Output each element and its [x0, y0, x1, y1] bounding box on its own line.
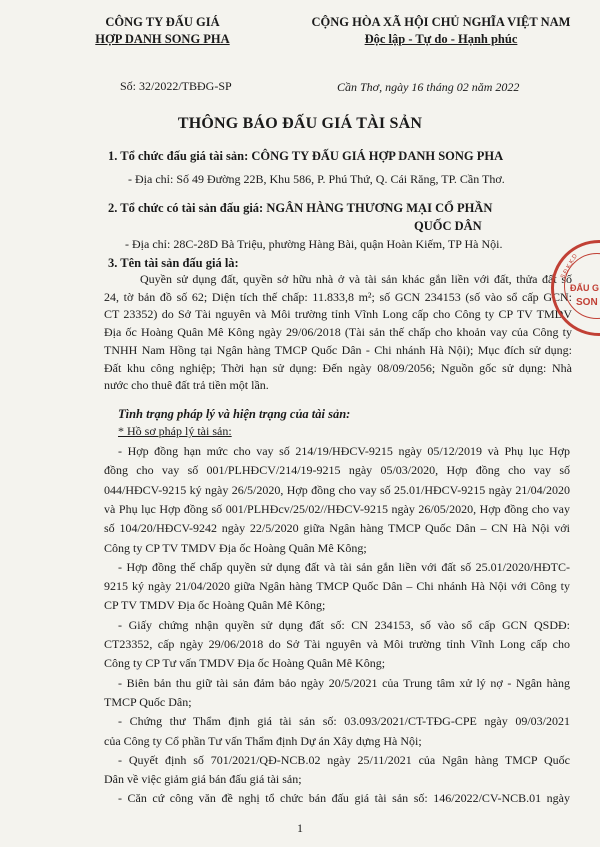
- legal-line: số 104/20/HĐCV-9242 ngày 22/5/2020 giữa Ngân hàng TMCP Quốc Dân – CN Hà Nội với: [104, 521, 570, 536]
- legal-line: CT23352, cấp ngày 29/06/2018 do Sở Tài nguyên và Môi trường tỉnh Vĩnh Long cấp cho: [104, 637, 570, 651]
- section-2-address: - Địa chỉ: 28C-28D Bà Triệu, phường Hàng Bài, quận Hoàn Kiếm, TP Hà Nội.: [125, 237, 503, 251]
- legal-line: - Hợp đồng thế chấp quyền sử dụng đất và tài sản gắn liền với đất số 25.01/2020/HĐTC-: [118, 559, 570, 574]
- document-number: Số: 32/2022/TBĐG-SP: [120, 79, 232, 93]
- legal-line: Công ty CP Tư vấn TMDV Địa ốc Hoàng Quân Mê Kông;: [104, 656, 386, 671]
- country-name: CỘNG HÒA XÃ HỘI CHỦ NGHĨA VIỆT NAM: [311, 15, 571, 29]
- legal-line: 044/HĐCV-9215 ký ngày 26/5/2020, Hợp đồng cho vay số 25.01/HĐCV-9215 ngày 21/04/2020: [104, 482, 570, 497]
- asset-line: 24, tờ bản đồ số 62; Diện tích thế chấp: 11.833,8 m²; số GCN 234153 (số vào sổ cấp GCN:: [104, 290, 572, 304]
- asset-line: TNHH Nam Hồng tại Ngân hàng TMCP Quốc Dân - Chi nhánh Hà Nội); Mục đích sử dụng:: [104, 343, 572, 357]
- legal-line: - Biên bản thu giữ tài sản đảm bảo ngày 20/5/2021 của Trung tâm xử lý nợ - Ngân hàng: [118, 675, 570, 690]
- seal-ring-text: S.Đ.K.K.D: [560, 253, 579, 280]
- legal-line: CP TV TMDV Địa ốc Hoàng Quân Mê Kông;: [104, 598, 326, 613]
- section-1-heading: 1. Tổ chức đấu giá tài sản: CÔNG TY ĐẤU GIÁ HỢP DANH SONG PHA: [108, 149, 504, 163]
- page-number: 1: [297, 821, 303, 835]
- org-name-line1: CÔNG TY ĐẤU GIÁ: [105, 15, 220, 29]
- legal-line: - Căn cứ công văn đề nghị tổ chức bán đấu giá tài sản số: 146/2022/CV-NCB.01 ngày: [118, 791, 570, 806]
- asset-line: nước cho thuê đất trả tiền một lần.: [104, 378, 269, 392]
- legal-line: và Phụ lục Hợp đồng số 001/PLHĐcv/25/02//HĐCV-9215 ngày 26/05/2020, Hợp đồng cho vay: [104, 501, 570, 516]
- country-header: [296, 14, 586, 48]
- legal-line: Công ty CP TV TMDV Địa ốc Hoàng Quân Mê Kông;: [104, 540, 367, 555]
- legal-line: Dân về việc giảm giá bán đấu giá tài sản;: [104, 772, 302, 787]
- asset-line: CT 23352) do Sở Tài nguyên và Môi trường tỉnh Vĩnh Long cấp cho Công ty CP TV TMDV: [104, 307, 572, 321]
- legal-line: của Công ty Cổ phần Tư vấn Thẩm định Dự án Xây dựng Hà Nội;: [104, 733, 422, 748]
- asset-line: Đất khu công nghiệp; Thời hạn sử dụng: Đến ngày 08/09/2056; Nguồn gốc sử dụng: Nhà: [104, 361, 572, 375]
- legal-line: 9215 ký ngày 21/04/2020 giữa Ngân hàng TMCP Quốc Dân – Chi nhánh Hà Nội với Công ty: [104, 579, 570, 594]
- legal-line: đồng cho vay số 001/PLHĐCV/214/19-9215 ngày 05/03/2020, Hợp đồng cho vay số: [104, 463, 570, 478]
- section-1-address: - Địa chỉ: Số 49 Đường 22B, Khu 586, P. Phú Thứ, Q. Cái Răng, TP. Cần Thơ.: [128, 172, 505, 186]
- legal-line: - Hợp đồng hạn mức cho vay số 214/19/HĐCV-9215 ngày 05/12/2019 và Phụ lục Hợp: [118, 444, 570, 458]
- section-3-heading: 3. Tên tài sản đấu giá là:: [108, 256, 239, 270]
- section-2-heading-line1: 2. Tổ chức có tài sản đấu giá: NGÂN HÀNG THƯƠNG MẠI CỔ PHẦN: [108, 201, 493, 215]
- document-title: THÔNG BÁO ĐẤU GIÁ TÀI SẢN: [177, 115, 423, 132]
- asset-line: Quyền sử dụng đất, quyền sở hữu nhà ở và tài sản khác gắn liền với đất, thửa đất số: [140, 272, 572, 286]
- asset-line: Địa ốc Hoàng Quân Mê Kông ngày 29/06/2018 (Tài sản thế chấp cho khoản vay của Công ty: [104, 325, 572, 339]
- legal-line: - Giấy chứng nhận quyền sử dụng đất số: CN 234153, số vào sổ cấp GCN QSDĐ:: [118, 617, 570, 632]
- country-motto: Độc lập - Tự do - Hạnh phúc: [364, 32, 518, 46]
- seal-text-middle: ĐẤU G: [570, 283, 599, 293]
- org-name-line2: HỢP DANH SONG PHA: [95, 32, 230, 46]
- legal-status-heading: Tình trạng pháp lý và hiện trạng của tài sản:: [118, 407, 351, 421]
- legal-line: - Chứng thư Thẩm định giá tài sản số: 03.093/2021/CT-TĐG-CPE ngày 09/03/2021: [118, 714, 570, 729]
- legal-documents-subheading: * Hồ sơ pháp lý tài sản:: [118, 424, 232, 438]
- section-2-heading-line2: QUỐC DÂN: [414, 219, 482, 233]
- seal-text: SON: [576, 297, 598, 308]
- org-header: [95, 14, 230, 48]
- legal-line: - Quyết định số 701/2021/QĐ-NCB.02 ngày 25/11/2021 của Ngân hàng TMCP Quốc: [118, 752, 570, 767]
- legal-line: TMCP Quốc Dân;: [104, 694, 192, 709]
- place-date: Cần Thơ, ngày 16 tháng 02 năm 2022: [337, 80, 520, 94]
